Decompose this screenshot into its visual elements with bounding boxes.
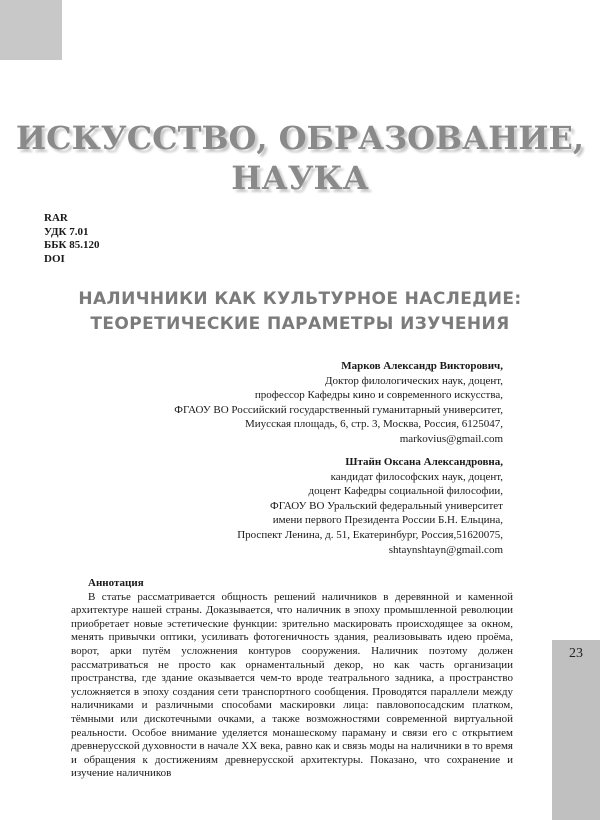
author-address: Миусская площадь, 6, стр. 3, Москва, Россия, 6125047, — [245, 418, 503, 431]
section-title — [0, 118, 600, 198]
author-address: Проспект Ленина, д. 51, Екатеринбург, Россия,51620075, — [237, 528, 503, 541]
article-title-line: ТЕОРЕТИЧЕСКИЕ ПАРАМЕТРЫ ИЗУЧЕНИЯ — [90, 314, 510, 334]
code-rar: RAR — [44, 212, 68, 224]
page-side-tab — [552, 640, 600, 820]
abstract-section — [71, 577, 513, 781]
author-block — [237, 455, 503, 557]
author-institution-name: имени первого Президента России Б.Н. Ельцина, — [272, 514, 503, 527]
code-bbk: ББК 85.120 — [44, 239, 100, 251]
code-doi: DOI — [44, 252, 65, 265]
author-email: markovius@gmail.com — [399, 432, 503, 445]
author-email: shtaynshtayn@gmail.com — [388, 543, 503, 556]
page-number: 23 — [569, 646, 583, 661]
author-degree: Доктор филологических наук, доцент, — [325, 374, 503, 387]
article-title-line: НАЛИЧНИКИ КАК КУЛЬТУРНОЕ НАСЛЕДИЕ: — [78, 289, 522, 309]
code-udk: УДК 7.01 — [44, 225, 89, 238]
article-title — [0, 287, 600, 337]
classification-codes — [44, 212, 100, 266]
abstract-text: В статье рассматривается общность решений наличников в деревянной и каменной архитектуре нашей страны. Доказывается, что наличник в эпоху промышленной революции приобретает новые эстетические функции: зрительно маскировать происходящее за окном, менять привычки оптики, усиливать фотогеничность здания, реализовывать идею проёма, ворот, арки путём усложнения контуров сооружения. Наличник поэтому должен рассматриваться не просто как орнаментальный декор, но как часть организации пространства, где здание оказывается чем-то вроде театрального задника, а пространство усложняется в эпоху создания сети транспортного сообщения. Проводятся параллели между наличниками и различными способами маскировки лица: павловопосадским платком, тёмными или дискотечными очками, а также возможностями современной виртуальной реальности. Особое внимание уделяется монашескому параману и связи его с открытием древнерусской духовности в начале XX века, равно как и связь моды на наличники в то время и обращения к достижениям древнерусской архитектуры. Показано, что сохранение и изучение наличников — [71, 590, 513, 780]
author-institution: ФГАОУ ВО Уральский федеральный университет — [270, 499, 503, 512]
author-name: Марков Александр Викторович, — [341, 360, 503, 372]
section-title-line: НАУКА — [231, 159, 369, 197]
author-position: профессор Кафедры кино и современного искусства, — [254, 389, 503, 402]
abstract-heading: Аннотация — [88, 577, 144, 589]
author-name: Штайн Оксана Александровна, — [345, 456, 503, 468]
author-block — [174, 359, 503, 447]
author-institution: ФГАОУ ВО Российский государственный гуманитарный университет, — [174, 403, 503, 416]
author-degree: кандидат философских наук, доцент, — [330, 470, 503, 483]
section-title-line: ИСКУССТВО, ОБРАЗОВАНИЕ, — [15, 119, 585, 157]
author-position: доцент Кафедры социальной философии, — [308, 485, 503, 498]
corner-decoration — [0, 0, 62, 60]
